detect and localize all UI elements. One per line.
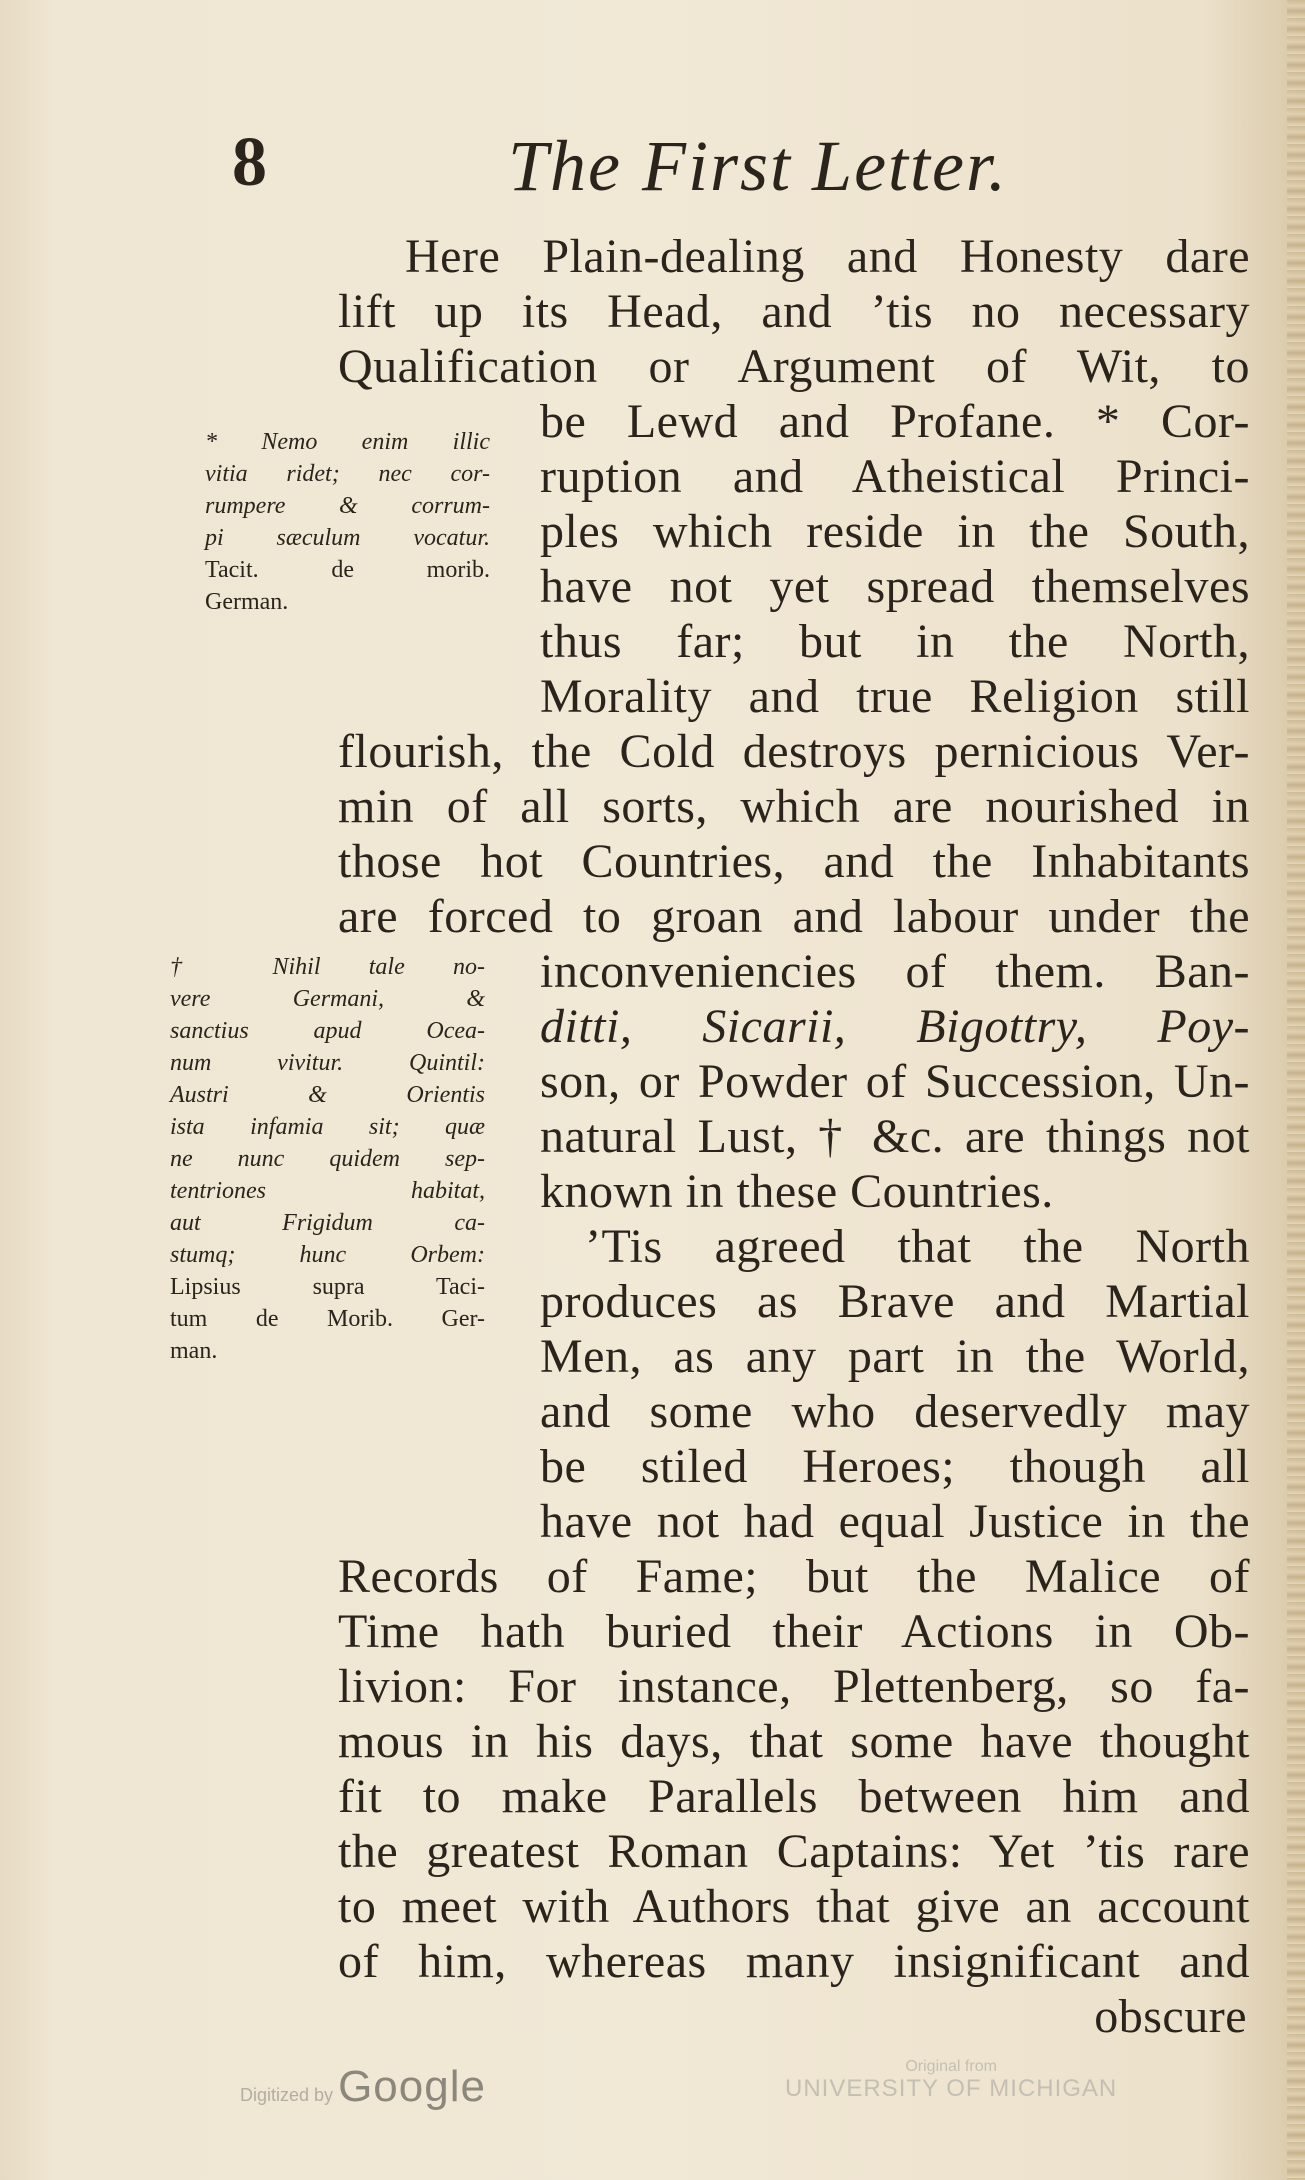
page-number: 8 <box>232 124 267 201</box>
digitized-by-watermark <box>240 2062 486 2112</box>
institution-label: UNIVERSITY OF MICHIGAN <box>785 2074 1118 2102</box>
body-line: ’Tis agreed that the North <box>585 1220 1250 1273</box>
body-line: livion: For instance, Plettenberg, so fa- <box>338 1660 1250 1713</box>
side-note-line: pi sæculum vocatur. <box>205 525 490 551</box>
body-line: fit to make Parallels between him and <box>338 1770 1250 1823</box>
side-note-line: rumpere & corrum- <box>205 493 490 519</box>
body-line: produces as Brave and Martial <box>540 1275 1250 1328</box>
body-line: natural Lust, † &c. are things not <box>540 1110 1250 1163</box>
body-line: flourish, the Cold destroys pernicious Ver- <box>338 725 1250 778</box>
body-line: thus far; but in the North, <box>540 615 1250 668</box>
side-note-line: German. <box>205 589 289 615</box>
body-line: Morality and true Religion still <box>540 670 1250 723</box>
side-note-line: vere Germani, & <box>170 986 485 1012</box>
body-line: known in these Countries. <box>540 1165 1054 1218</box>
body-line: are forced to groan and labour under the <box>338 890 1250 943</box>
side-note-line: Lipsius supra Taci- <box>170 1274 485 1300</box>
body-line: have not had equal Justice in the <box>540 1495 1250 1548</box>
body-line: inconveniencies of them. Ban- <box>540 945 1250 998</box>
body-line: Qualification or Argument of Wit, to <box>338 340 1250 393</box>
side-note-line: * Nemo enim illic <box>205 429 490 455</box>
page-edge <box>1287 0 1305 2180</box>
body-line: lift up its Head, and ’tis no necessary <box>338 285 1250 338</box>
body-line: to meet with Authors that give an account <box>338 1880 1250 1933</box>
google-logo: Google <box>338 2062 486 2111</box>
body-line: Time hath buried their Actions in Ob- <box>338 1605 1250 1658</box>
body-line: Here Plain-dealing and Honesty dare <box>405 230 1250 283</box>
body-line: the greatest Roman Captains: Yet ’tis rare <box>338 1825 1250 1878</box>
side-note-line: Austri & Orientis <box>170 1082 485 1108</box>
side-note-line: num vivitur. Quintil: <box>170 1050 485 1076</box>
side-note-line: vitia ridet; nec cor- <box>205 461 490 487</box>
body-line: Records of Fame; but the Malice of <box>338 1550 1250 1603</box>
side-note-line: sanctius apud Ocea- <box>170 1018 485 1044</box>
body-line: be Lewd and Profane. * Cor- <box>540 395 1250 448</box>
side-note-line: aut Frigidum ca- <box>170 1210 485 1236</box>
body-line: be stiled Heroes; though all <box>540 1440 1250 1493</box>
side-note-line: † Nihil tale no- <box>170 954 485 980</box>
catchword: obscure <box>1094 1990 1247 2043</box>
body-line: min of all sorts, which are nourished in <box>338 780 1250 833</box>
body-line: of him, whereas many insignificant and <box>338 1935 1250 1988</box>
side-note-line: man. <box>170 1338 218 1364</box>
body-line: have not yet spread themselves <box>540 560 1250 613</box>
running-head: The First Letter. <box>508 126 1009 206</box>
body-line: son, or Powder of Succession, Un- <box>540 1055 1250 1108</box>
original-from-label: Original from <box>905 2058 997 2075</box>
side-note-line: stumq; hunc Orbem: <box>170 1242 485 1268</box>
body-line: Men, as any part in the World, <box>540 1330 1250 1383</box>
side-note-line: tentriones habitat, <box>170 1178 485 1204</box>
side-note-line: Tacit. de morib. <box>205 557 490 583</box>
body-line: ples which reside in the South, <box>540 505 1250 558</box>
side-note-line: ne nunc quidem sep- <box>170 1146 485 1172</box>
body-line: and some who deservedly may <box>540 1385 1250 1438</box>
original-from-watermark <box>785 2058 1117 2102</box>
side-note-line: ista infamia sit; quæ <box>170 1114 485 1140</box>
body-line: ruption and Atheistical Princi- <box>540 450 1250 503</box>
body-line: mous in his days, that some have thought <box>338 1715 1250 1768</box>
digitized-by-label: Digitized by <box>240 2085 334 2105</box>
body-line: those hot Countries, and the Inhabitants <box>338 835 1250 888</box>
side-note-line: tum de Morib. Ger- <box>170 1306 485 1332</box>
body-line: ditti, Sicarii, Bigottry, Poy- <box>540 1000 1250 1053</box>
